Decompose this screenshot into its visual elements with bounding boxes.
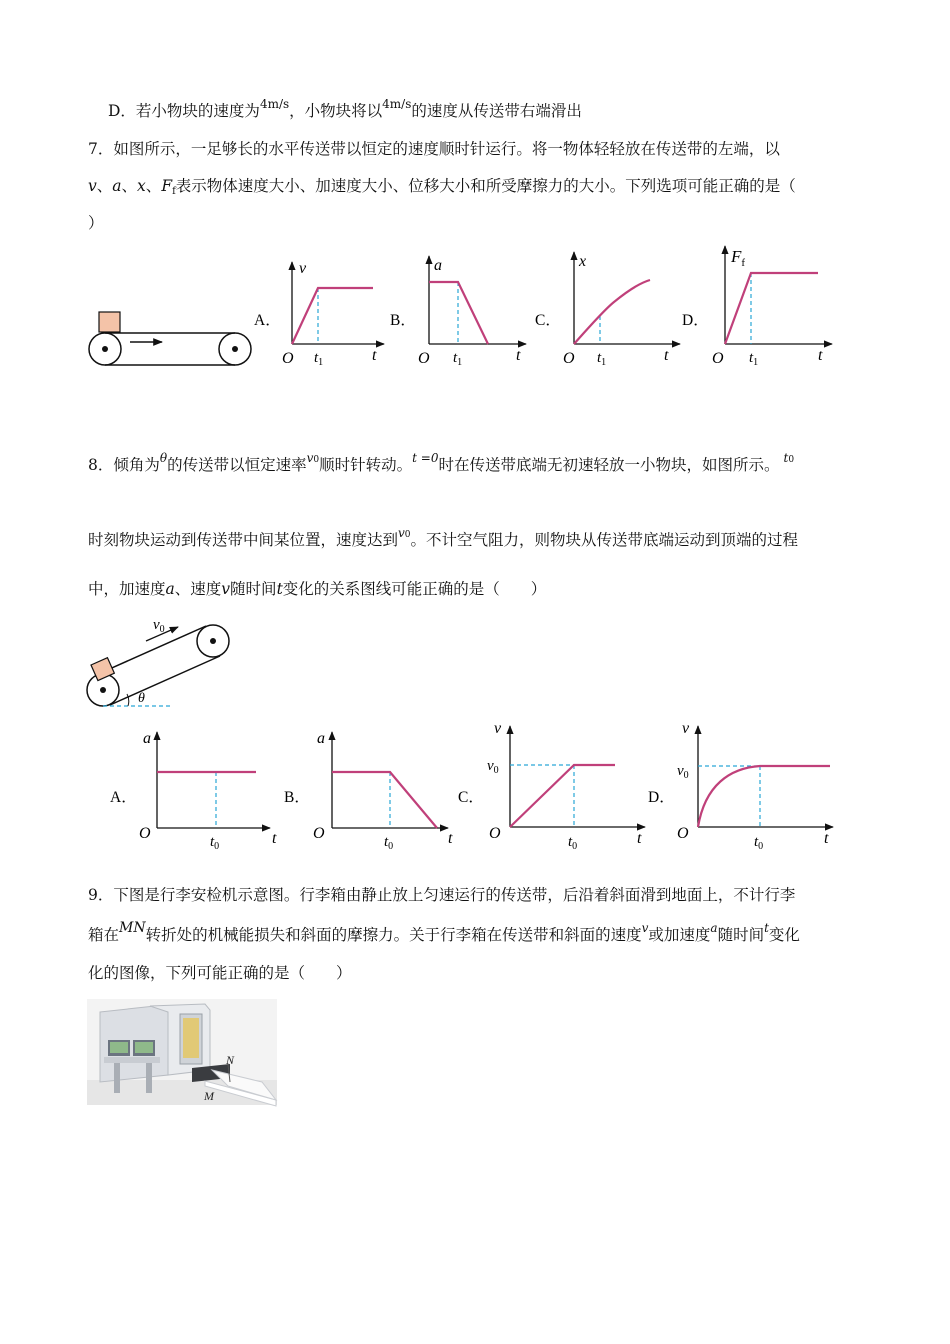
- y-label: $F_f$: [731, 247, 746, 269]
- q8-option-c-label: C．: [458, 789, 484, 806]
- q9-m-label: M: [204, 1089, 214, 1103]
- q7-graph-b: [418, 256, 526, 368]
- q8-graph-a: [139, 730, 277, 852]
- origin-label: O: [489, 825, 501, 842]
- t0-tick-label: $t_0$: [754, 834, 764, 852]
- q8-belt-bottom: [110, 656, 220, 705]
- q7-block: [99, 312, 120, 332]
- q7-stem-line2: v、a、x、$F_f$表示物体速度大小、加速度大小、位移大小和所受摩擦力的大小。下列选项可能正确的是（: [88, 177, 796, 197]
- y-label: a: [434, 257, 442, 274]
- origin-label: O: [313, 825, 325, 842]
- t1-tick-label: $t_1$: [749, 350, 759, 368]
- q9-stem-line1: 9．下图是行李安检机示意图。行李箱由静止放上匀速运行的传送带，后沿着斜面滑到地面上，不计行李: [88, 886, 796, 904]
- y-label: a: [143, 730, 151, 747]
- q7-option-a-label: A．: [254, 312, 281, 329]
- t1-tick-label: $t_1$: [597, 350, 607, 368]
- q7-stem-line3: ）: [88, 214, 104, 232]
- q9-security-machine-image: [87, 999, 277, 1106]
- y-label: x: [579, 253, 587, 270]
- y-label: v: [299, 260, 307, 277]
- x-curve: [574, 280, 650, 344]
- x-label: t: [516, 347, 521, 364]
- q8-stem-line1: 8．倾角为$^\theta$的传送带以恒定速率$^{v0}$顺时针转动。$^{t =0}$时在传送带底端无初速轻放一小物块，如图所示。 $^{t0}$: [88, 451, 795, 474]
- x-label: t: [818, 347, 823, 364]
- x-label: t: [637, 830, 642, 847]
- origin-label: O: [712, 350, 724, 367]
- q8-stem-line3: 中，加速度a、速度v随时间t变化的关系图线可能正确的是（ ）: [88, 580, 547, 598]
- t0-tick-label: $t_0$: [210, 834, 220, 852]
- q8-option-d-label: D．: [648, 789, 675, 806]
- t0-tick-label: $t_0$: [568, 834, 578, 852]
- a-curve: [332, 772, 437, 828]
- origin-label: O: [677, 825, 689, 842]
- x-label: t: [448, 830, 453, 847]
- q7-graph-d: [712, 246, 832, 368]
- q7-option-d-label: D．: [682, 312, 709, 329]
- q8-angle-arc: [127, 694, 129, 706]
- q9-stem-line2: 箱在MN转折处的机械能损失和斜面的摩擦力。关于行李箱在传送带和斜面的速度$^v$或加速度$^a$随时间$^t$变化: [88, 920, 800, 944]
- t0-tick-label: $t_0$: [384, 834, 394, 852]
- q7-option-c-label: C．: [535, 312, 561, 329]
- origin-label: O: [282, 350, 294, 367]
- q8-stem-line2: 时刻物块运动到传送带中间某位置，速度达到$^{v0}$。不计空气阻力，则物块从传送带底端运动到顶端的过程: [88, 526, 799, 549]
- t1-tick-label: $t_1$: [314, 350, 324, 368]
- q8-v0-label: $v_0$: [153, 617, 165, 635]
- q8-incline-diagram: [87, 617, 229, 706]
- q8-option-a-label: A．: [110, 789, 137, 806]
- q7-option-b-label: B．: [390, 312, 416, 329]
- q9-n-label: N: [226, 1053, 235, 1067]
- q8-theta-label: θ: [138, 691, 145, 706]
- q7-conveyor-diagram: [89, 312, 251, 365]
- x-label: t: [664, 347, 669, 364]
- v0-tick-label: $v_0$: [487, 758, 499, 776]
- q8-graph-c: [487, 720, 645, 852]
- y-label: a: [317, 730, 325, 747]
- origin-label: O: [139, 825, 151, 842]
- q7-graph-c: [563, 252, 680, 368]
- t1-tick-label: $t_1$: [453, 350, 463, 368]
- q7-graph-a: [282, 260, 384, 368]
- x-label: t: [372, 347, 377, 364]
- y-label: v: [682, 720, 690, 737]
- v-curve: [510, 765, 615, 827]
- x-label: t: [272, 830, 277, 847]
- ff-curve: [725, 273, 818, 344]
- y-label: v: [494, 720, 502, 737]
- q9-stem-line3: 化的图像，下列可能正确的是（ ）: [88, 964, 352, 982]
- v-curve: [292, 288, 373, 344]
- origin-label: O: [418, 350, 430, 367]
- v-curve: [698, 766, 830, 827]
- q6-option-d: D．若小物块的速度为$^{4m/s}$，小物块将以$^{4m/s}$的速度从传送带右端滑出: [108, 97, 582, 120]
- q8-graph-d: [677, 720, 833, 852]
- q8-option-b-label: B．: [284, 789, 310, 806]
- v0-tick-label: $v_0$: [677, 763, 689, 781]
- origin-label: O: [563, 350, 575, 367]
- q7-stem-line1: 7．如图所示，一足够长的水平传送带以恒定的速度顺时针运行。将一物体轻轻放在传送带的左端，以: [88, 140, 780, 158]
- x-label: t: [824, 830, 829, 847]
- q8-graph-b: [313, 730, 453, 852]
